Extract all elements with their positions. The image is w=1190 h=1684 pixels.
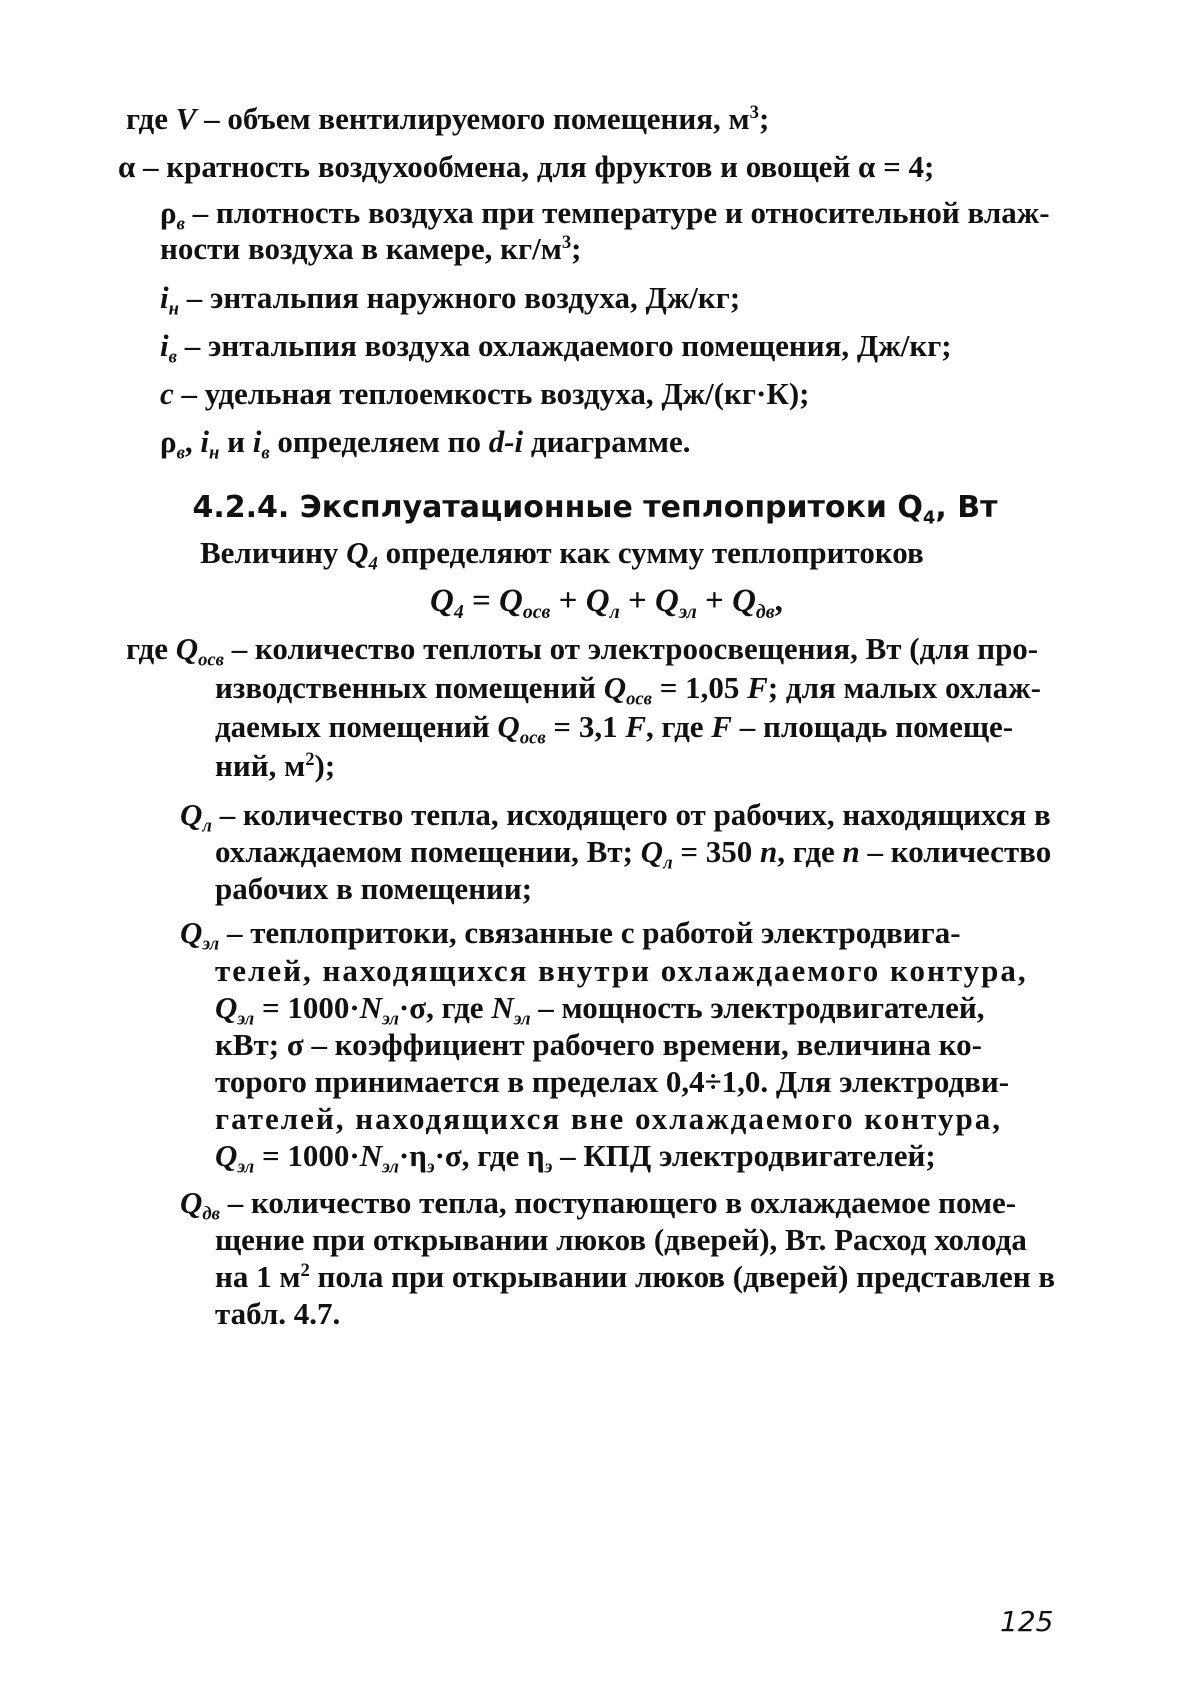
q-l-line-2: охлаждаемом помещении, Вт; $Q_л = 350$ n, где n – количество bbox=[215, 834, 1052, 874]
def-v: где V – объем вентилируемого помещения, $м^3$; bbox=[126, 101, 770, 136]
def-rho-1: $\rho_в$ – плотность воздуха при температуре и относительной влаж- bbox=[160, 195, 1050, 235]
formula: $Q_4 = Q_{осв} + Q_л + Q_{эл} + Q_{дв}$, bbox=[430, 583, 783, 623]
q-el-line-7: $Q_{эл} = 1000\cdot N_{эл}\cdot\eta_э\cdot\sigma$, где $\eta_э$ – КПД электродвигателей; bbox=[215, 1138, 936, 1178]
q-el-line-3: $Q_{эл} = 1000\cdot N_{эл}\cdot\sigma$, где $N_{эл}$ – мощность электродвигателей, bbox=[215, 990, 985, 1030]
section-heading: 4.2.4. Эксплуатационные теплопритоки $Q_4$, Вт bbox=[192, 490, 998, 529]
q-osv-line-4: ний, $м^2$); bbox=[215, 748, 336, 783]
def-i-v: $i_в$ – энтальпия воздуха охлаждаемого помещения, Дж/кг; bbox=[160, 328, 952, 368]
q-l-line-3: рабочих в помещении; bbox=[215, 871, 533, 906]
q-dv-line-1: $Q_{дв}$ – количество тепла, поступающего в охлаждаемое поме- bbox=[180, 1185, 1017, 1225]
q-osv-line-2: изводственных помещений $Q_{осв} = 1,05$ F; для малых охлаж- bbox=[215, 670, 1041, 710]
page-number: 125 bbox=[1000, 1605, 1054, 1638]
q-osv-line-1: где $Q_{осв}$ – количество теплоты от электроосвещения, Вт (для про- bbox=[126, 631, 1039, 671]
q-el-line-2: телей, находящихся внутри охлаждаемого контура, bbox=[215, 953, 1028, 988]
q-osv-line-3: даемых помещений $Q_{осв} = 3,1$ F, где F – площадь помеще- bbox=[215, 709, 1014, 749]
q-dv-line-4: табл. 4.7. bbox=[215, 1296, 341, 1331]
q-dv-line-2: щение при открывании люков (дверей), Вт. Расход холода bbox=[215, 1222, 1027, 1257]
def-i-n: $i_н$ – энтальпия наружного воздуха, Дж/кг; bbox=[160, 280, 741, 320]
q-el-line-6: гателей, находящихся вне охлаждаемого контура, bbox=[215, 1101, 1002, 1136]
q-el-line-4: кВт; σ – коэффициент рабочего времени, величина ко- bbox=[215, 1027, 982, 1062]
intro-line: Величину $Q_4$ определяют как сумму теплопритоков bbox=[200, 535, 924, 575]
def-c: c – удельная теплоемкость воздуха, Дж/(кг·К); bbox=[160, 376, 810, 411]
def-rho-2: ности воздуха в камере, $кг/м^3$; bbox=[160, 231, 582, 266]
q-dv-line-3: на 1 $м^2$ пола при открывании люков (дверей) представлен в bbox=[215, 1259, 1056, 1294]
def-diagram: $\rho_в$, $i_н$ и $i_в$ определяем по d-i диаграмме. bbox=[160, 424, 691, 464]
q-el-line-5: торого принимается в пределах 0,4÷1,0. Для электродви- bbox=[215, 1064, 1010, 1099]
q-el-line-1: $Q_{эл}$ – теплопритоки, связанные с работой электродвига- bbox=[180, 915, 961, 955]
def-alpha: α – кратность воздухообмена, для фруктов и овощей α = 4; bbox=[118, 149, 935, 184]
q-l-line-1: $Q_л$ – количество тепла, исходящего от рабочих, находящихся в bbox=[180, 797, 1051, 837]
